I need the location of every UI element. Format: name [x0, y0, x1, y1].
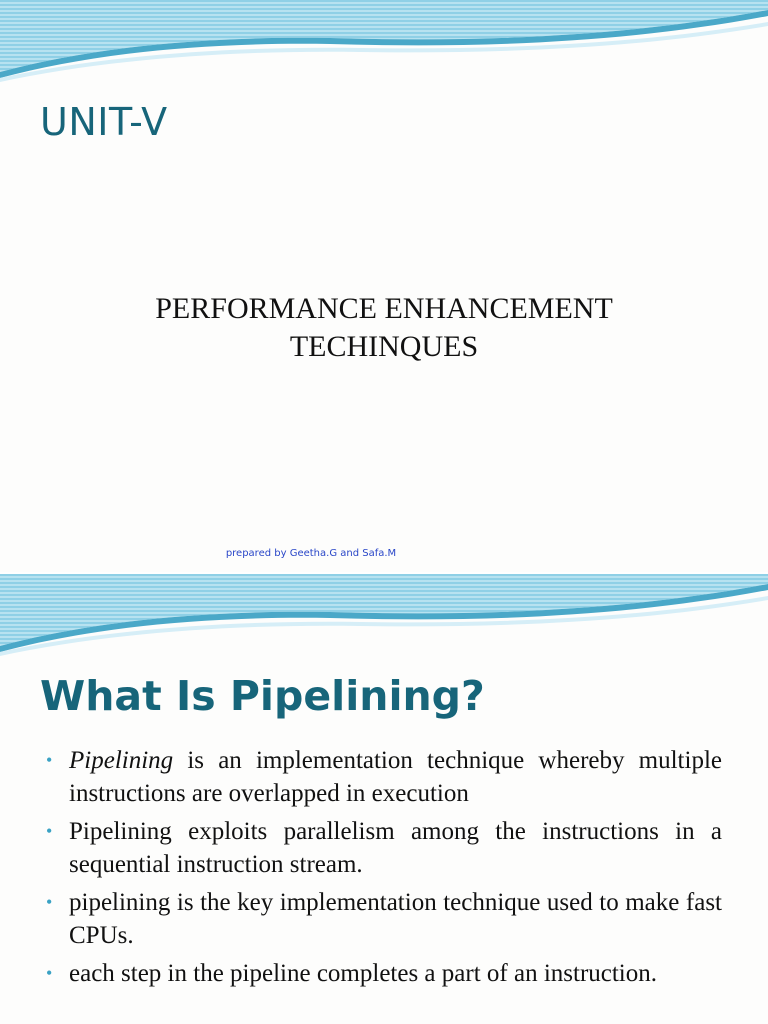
wave-header-decoration — [0, 574, 768, 664]
bullet-text: is an implementation technique whereby multiple instructions are overlapped in execution — [69, 747, 722, 807]
slide-2 — [0, 574, 768, 1024]
bullet-text: pipelining is the key implementation technique used to make fast CPUs. — [69, 889, 722, 949]
bullet-item — [46, 886, 722, 952]
subtitle-line-1: PERFORMANCE ENHANCEMENT — [155, 292, 613, 325]
bullet-dot-icon: • — [46, 821, 53, 841]
bullet-item — [46, 815, 722, 881]
bullet-list — [46, 744, 722, 995]
bullet-dot-icon: • — [46, 750, 53, 770]
bullet-item — [46, 957, 722, 990]
slide-title: UNIT-V — [40, 100, 168, 144]
bullet-item — [46, 744, 722, 810]
wave-header-decoration — [0, 0, 768, 90]
slide-subtitle — [0, 290, 768, 366]
bullet-text: Pipelining exploits parallelism among the instructions in a sequential instruction stream. — [69, 818, 722, 878]
subtitle-line-2: TECHINQUES — [289, 330, 479, 363]
bullet-emphasis: Pipelining — [69, 747, 174, 774]
slide-footer-credit: prepared by Geetha.G and Safa.M — [225, 548, 397, 559]
slide-title: What Is Pipelining? — [40, 672, 485, 720]
bullet-dot-icon: • — [46, 892, 53, 912]
bullet-text: each step in the pipeline completes a part of an instruction. — [69, 960, 658, 987]
bullet-dot-icon: • — [46, 963, 53, 983]
